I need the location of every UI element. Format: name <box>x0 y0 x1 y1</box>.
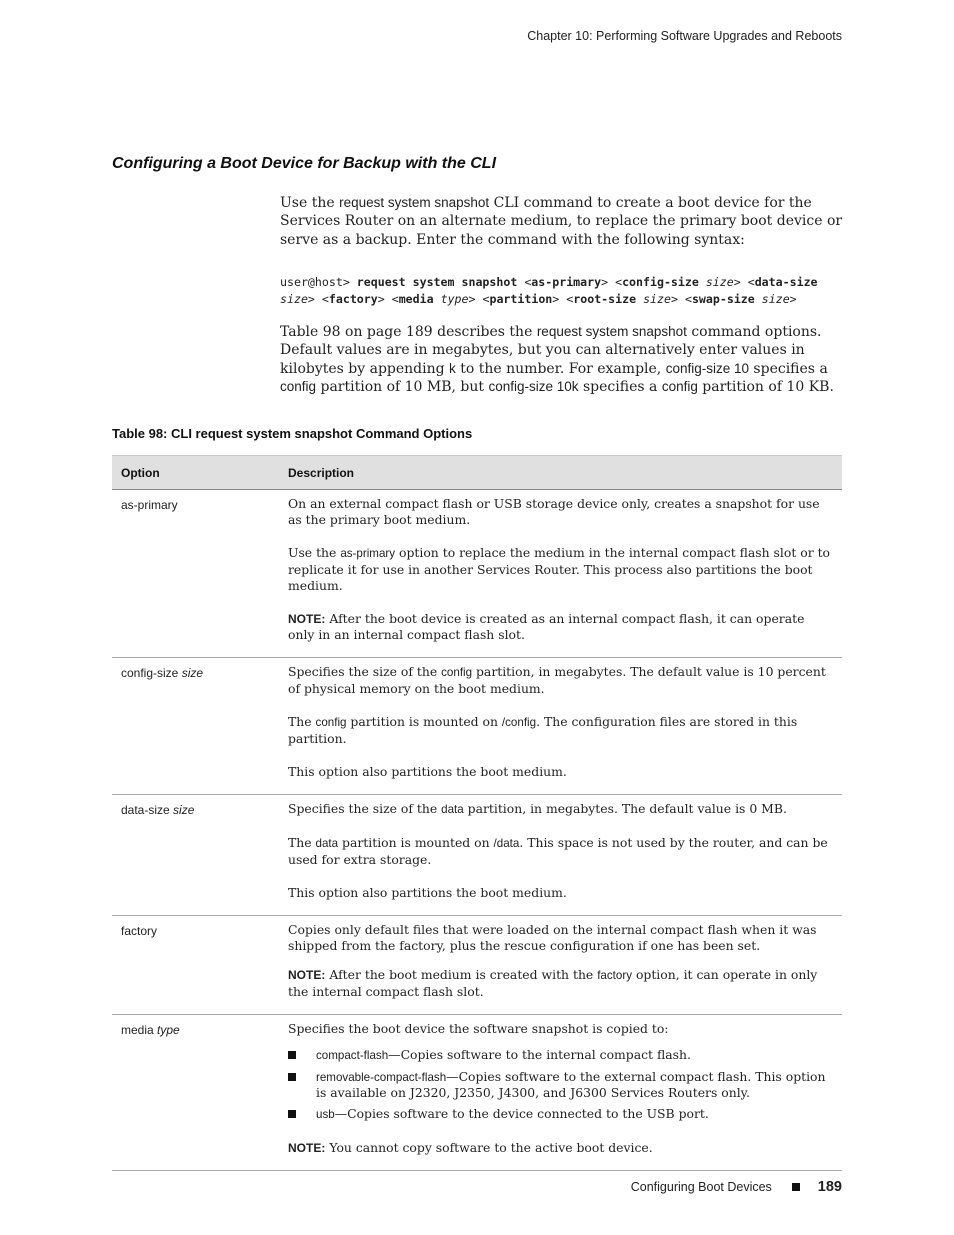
syntax-command: request system snapshot <box>356 275 518 289</box>
config-size-p1: Specifies the size of the config partition, in megabytes. The default value is 10 percent of physical memory on the boot medium. <box>288 664 826 696</box>
data-size-p1: Specifies the size of the data partition, in megabytes. The default value is 0 MB. <box>288 801 787 816</box>
header-description: Description <box>279 456 842 490</box>
description-config-size <box>279 658 842 795</box>
option-config-size: config-size size <box>112 658 279 795</box>
syntax-media: media <box>398 291 434 306</box>
table-row-data-size <box>112 795 842 916</box>
bullet-square-icon <box>288 1073 296 1081</box>
table-row-factory <box>112 916 842 1015</box>
syntax-data-size: data-size <box>754 275 818 289</box>
footer-square-icon <box>792 1183 800 1191</box>
description-paragraph: Table 98 on page 189 describes the request system snapshot command options. Default values are in megabytes, but you can alternatively enter values in kilobytes by appending k to the number. For example, config-size 10 specifies a config partition of 10 MB, but config-size 10k specifies a config partition of 10 KB. <box>280 324 834 395</box>
cli-prompt: user@host> <box>280 275 357 289</box>
running-header: Chapter 10: Performing Software Upgrades and Reboots <box>527 29 842 43</box>
option-as-primary: as-primary <box>112 490 279 658</box>
table-row-as-primary <box>112 490 842 658</box>
factory-note: NOTE: After the boot medium is created with the factory option, it can operate in only the internal compact flash slot. <box>288 967 818 999</box>
syntax-partition: partition <box>489 291 553 306</box>
as-primary-p2: Use the as-primary option to replace the medium in the internal compact flash slot or to replicate it for use in another Services Router. This process also partitions the boot medium. <box>288 545 831 593</box>
syntax-swap-size: swap-size <box>691 291 755 306</box>
bullet-square-icon <box>288 1110 296 1118</box>
intro-text-2: CLI command to create a boot device for the Services Router on an alternate medium, to replace the primary boot device or serve as a backup. Enter the command with the following syntax: <box>280 195 843 248</box>
option-factory: factory <box>112 916 279 1015</box>
option-media: media type <box>112 1015 279 1171</box>
desc-command: request system snapshot <box>536 324 687 339</box>
media-note: NOTE: You cannot copy software to the active boot device. <box>288 1140 653 1155</box>
intro-command: request system snapshot <box>339 195 490 210</box>
description-as-primary <box>279 490 842 658</box>
header-option: Option <box>112 456 279 490</box>
syntax-config-size: config-size <box>622 275 699 289</box>
option-data-size: data-size size <box>112 795 279 916</box>
intro-text-1: Use the <box>280 195 340 211</box>
list-item: removable-compact-flash—Copies software to the external compact flash. This option is available on J2320, J2350, J4300, and J6300 Services Routers only. <box>288 1069 834 1100</box>
config-size-p3: This option also partitions the boot medium. <box>288 764 567 779</box>
as-primary-note: NOTE: After the boot device is created as an internal compact flash, it can operate only in an internal compact flash slot. <box>288 611 805 642</box>
media-bullet-list <box>288 1047 834 1122</box>
description-factory <box>279 916 842 1015</box>
footer-section-title: Configuring Boot Devices <box>630 1180 772 1194</box>
bullet-square-icon <box>288 1051 296 1059</box>
intro-paragraph <box>280 194 846 249</box>
syntax-root-size: root-size <box>573 291 637 306</box>
section-heading: Configuring a Boot Device for Backup with the CLI <box>112 155 497 172</box>
media-p1: Specifies the boot device the software snapshot is copied to: <box>288 1021 669 1036</box>
command-syntax: user@host> request system snapshot <as-primary> <config-size size> <data-size size> <factory> <media type> <partition> <root-size size> <swap-size size> <box>280 275 818 306</box>
description-media <box>279 1015 842 1171</box>
syntax-as-primary: as-primary <box>531 275 602 289</box>
table-caption: Table 98: CLI request system snapshot Command Options <box>112 426 473 441</box>
table-header-row <box>112 456 842 490</box>
page-footer <box>631 1179 842 1195</box>
factory-p1: Copies only default files that were loaded on the internal compact flash when it was shipped from the factory, plus the rescue configuration if one has been set. <box>288 922 817 953</box>
page-number: 189 <box>817 1179 842 1195</box>
table-row-config-size <box>112 658 842 795</box>
list-item: compact-flash—Copies software to the internal compact flash. <box>288 1047 834 1063</box>
description-data-size <box>279 795 842 916</box>
config-size-p2: The config partition is mounted on /config. The configuration files are stored in this partition. <box>288 714 798 746</box>
data-size-p3: This option also partitions the boot medium. <box>288 885 567 900</box>
as-primary-p1: On an external compact flash or USB storage device only, creates a snapshot for use as the primary boot medium. <box>288 496 820 527</box>
list-item: usb—Copies software to the device connected to the USB port. <box>288 1106 834 1122</box>
table-row-media <box>112 1015 842 1171</box>
data-size-p2: The data partition is mounted on /data. This space is not used by the router, and can be used for extra storage. <box>288 835 828 867</box>
options-table <box>112 455 842 1171</box>
syntax-factory: factory <box>328 291 378 306</box>
